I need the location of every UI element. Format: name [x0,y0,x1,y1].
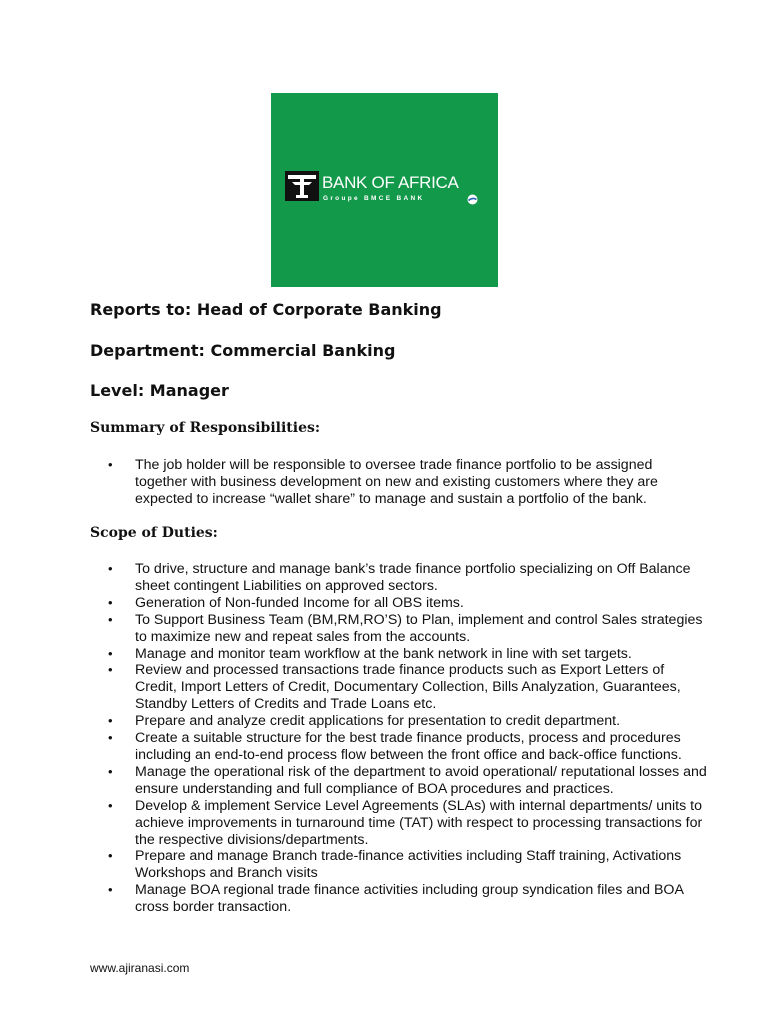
list-item [108,595,708,612]
list-item-text: Prepare and manage Branch trade-finance activities including Staff training, Activations Workshops and Branch visits [135,848,682,882]
list-item-text: The job holder will be responsible to oversee trade finance portfolio to be assigned together with business development on new and existing customers where they are expected to increase “wallet share” to manage and sustain a portfolio of the bank. [135,457,658,507]
list-item [108,848,708,882]
bullet-icon: • [108,848,113,864]
summary-heading: Summary of Responsibilities: [90,420,321,436]
department: Department: Commercial Banking [90,341,396,360]
scope-list [108,561,708,916]
list-item-text: To Support Business Team (BM,RM,RO’S) to Plan, implement and control Sales strategies to maximize new and repeat sales from the accounts. [135,611,703,645]
bullet-icon: • [108,763,113,779]
list-item-text: Manage the operational risk of the department to avoid operational/ reputational losses and ensure understanding and full compliance of BOA procedures and practices. [135,763,707,797]
bullet-icon: • [108,611,113,627]
bullet-icon: • [108,797,113,813]
list-item [108,457,708,508]
brand-group: Groupe BMCE BANK [323,195,425,202]
bullet-icon: • [108,730,113,746]
bullet-icon: • [108,882,113,898]
globe-icon [467,194,478,205]
bullet-icon: • [108,561,113,576]
list-item-text: Generation of Non-funded Income for all OBS items. [135,594,464,611]
list-item-text: To drive, structure and manage bank’s trade finance portfolio specializing on Off Balance sheet contingent Liabilities on approved sectors. [135,561,691,594]
list-item [108,646,708,663]
level: Level: Manager [90,381,229,400]
list-item [108,561,708,595]
list-item [108,612,708,646]
bank-of-africa-emblem-icon [285,171,319,201]
list-item-text: Review and processed transactions trade finance products such as Export Letters of Credit, Import Letters of Credit, Documentary Collection, Bills Analyzation, Guarantees, Standby Letters of Credits and Trade Loans etc. [135,662,681,713]
bullet-icon: • [108,662,113,678]
bank-logo [271,93,498,287]
list-item [108,798,708,849]
list-item [108,662,708,713]
list-item [108,713,708,730]
list-item-text: Develop & implement Service Level Agreements (SLAs) with internal departments/ units to achieve improvements in turnaround time (TAT) with respect to processing transactions for the respective divisions/departments. [135,797,703,848]
list-item-text: Prepare and analyze credit applications for presentation to credit department. [135,713,621,730]
list-item [108,882,708,916]
list-item-text: Create a suitable structure for the best trade finance products, process and procedures including an end-to-end process flow between the front office and back-office functions. [135,730,682,763]
bullet-icon: • [108,645,113,661]
bullet-icon: • [108,457,113,472]
bullet-icon: • [108,594,113,610]
bullet-icon: • [108,713,113,729]
list-item-text: Manage BOA regional trade finance activities including group syndication files and BOA cross border transaction. [135,882,684,916]
footer-url[interactable]: www.ajiranasi.com [90,961,190,975]
brand-name: BANK OF AFRICA [322,173,459,192]
scope-heading: Scope of Duties: [90,525,218,541]
summary-list [108,457,708,508]
list-item [108,764,708,798]
list-item [108,730,708,764]
list-item-text: Manage and monitor team workflow at the bank network in line with set targets. [135,645,632,662]
reports-to: Reports to: Head of Corporate Banking [90,300,442,319]
